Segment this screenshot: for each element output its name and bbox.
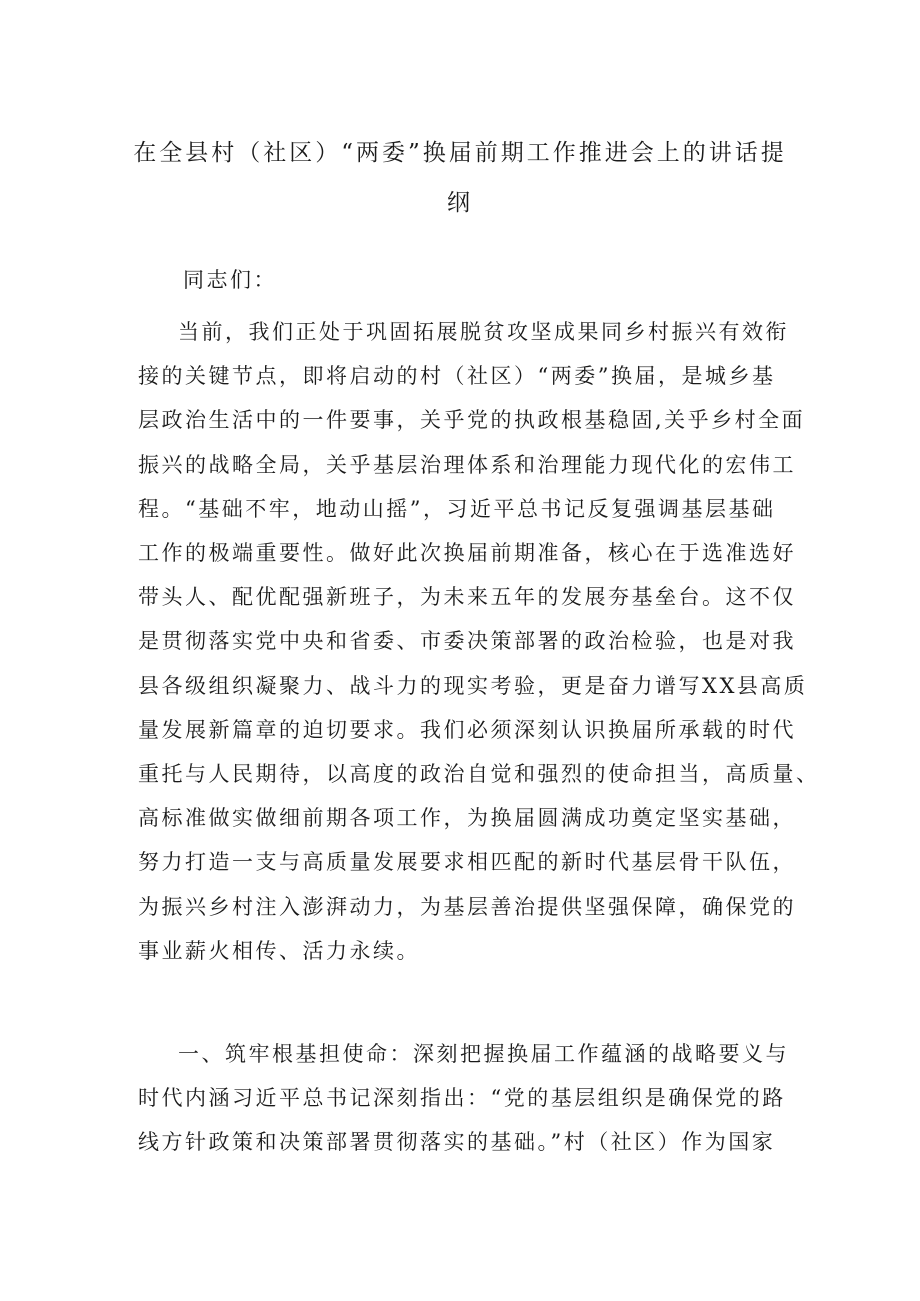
paragraph-line: 带头人、配优配强新班子，为未来五年的发展夯基垒台。这不仅 — [138, 585, 796, 610]
paragraph-line: 工作的极端重要性。做好此次换届前期准备，核心在于选准选好 — [138, 541, 796, 566]
paragraph-line: 线方针政策和决策部署贯彻落实的基础。”村（社区）作为国家 — [138, 1130, 776, 1155]
paragraph-line: 努力打造一支与高质量发展要求相匹配的新时代基层骨干队伍， — [138, 850, 796, 875]
salutation-text: 同志们： — [183, 268, 277, 292]
paragraph-line: 接的关键节点，即将启动的村（社区）“两委”换届，是城乡基 — [138, 364, 776, 389]
paragraph-line: 是贯彻落实党中央和省委、市委决策部署的政治检验，也是对我 — [138, 629, 796, 654]
section-one-paragraph — [138, 1032, 798, 1165]
paragraph-line: 重托与人民期待，以高度的政治自觉和强烈的使命担当，高质量、 — [138, 762, 820, 787]
paragraph-line: 为振兴乡村注入澎湃动力，为基层善治提供坚强保障，确保党的 — [138, 894, 796, 919]
paragraph-line: 当前，我们正处于巩固拓展脱贫攻坚成果同乡村振兴有效衔 — [178, 320, 789, 344]
title-line-2: 纲 — [447, 190, 473, 216]
section-heading-line: 一、筑牢根基担使命：深刻把握换届工作蕴涵的战略要义与 — [178, 1042, 789, 1066]
paragraph-line: 事业薪火相传、活力永续。 — [138, 938, 420, 963]
paragraph-line: 层政治生活中的一件要事，关乎党的执政根基稳固,关乎乡村全面 — [138, 408, 806, 433]
paragraph-line: 时代内涵习近平总书记深刻指出：“党的基层组织是确保党的路 — [138, 1086, 786, 1111]
title-line-1: 在全县村（社区）“两委”换届前期工作推进会上的讲话提 — [133, 140, 787, 166]
paragraph-line: 程。“基础不牢，地动山摇”，习近平总书记反复强调基层基础 — [138, 496, 776, 521]
paragraph-line: 量发展新篇章的迫切要求。我们必须深刻认识换届所承载的时代 — [138, 717, 796, 742]
opening-paragraph — [138, 310, 820, 973]
document-title — [118, 128, 802, 228]
paragraph-line: 振兴的战略全局，关乎基层治理体系和治理能力现代化的宏伟工 — [138, 452, 796, 477]
paragraph-line: 县各级组织凝聚力、战斗力的现实考验，更是奋力谱写XX县高质 — [138, 673, 808, 698]
paragraph-line: 高标准做实做细前期各项工作，为换届圆满成功奠定坚实基础， — [138, 806, 796, 831]
salutation — [138, 258, 798, 302]
